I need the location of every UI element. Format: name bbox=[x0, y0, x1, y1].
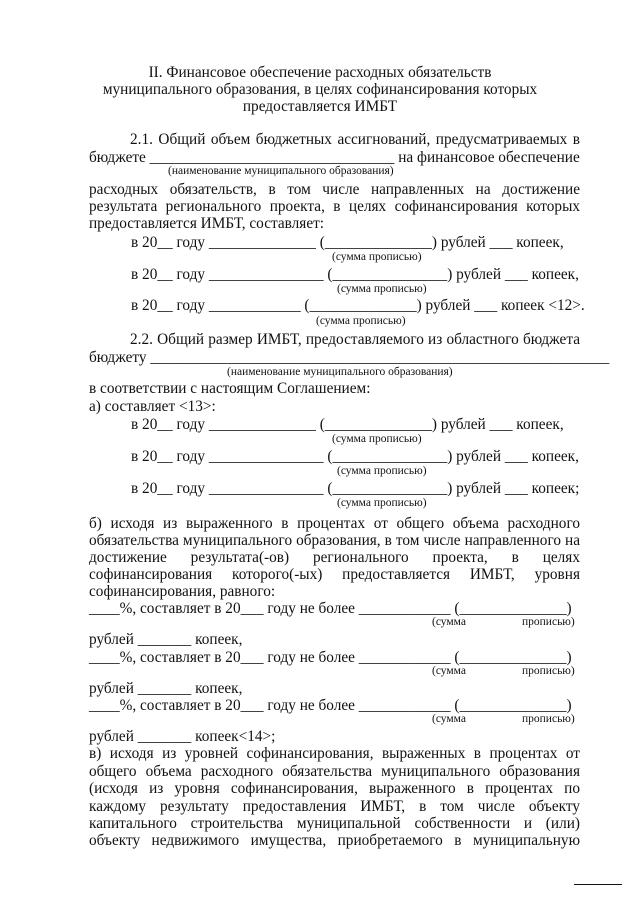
caption-sum-in-words: (сумма прописью) bbox=[332, 433, 422, 445]
paragraph-2-1-line-4: результата регионального проекта, в целях софинансирования которых bbox=[89, 198, 580, 215]
item-c-line-4: каждому результату предоставления ИМБТ, в том числе объекту bbox=[89, 798, 580, 815]
item-c-line-3: (исходя из уровня софинансирования, выраженного в процентах по bbox=[89, 780, 580, 797]
section-heading-line-2: муниципального образования, в целях софинансирования которых bbox=[102, 81, 538, 98]
item-b-line-3: достижение результата(-ов) регионального проекта, в целях bbox=[89, 549, 580, 566]
caption-municipality-name: (наименование муниципального образования) bbox=[168, 165, 394, 177]
paragraph-2-2-line-2: бюджету ____________________________________________________________ bbox=[89, 349, 610, 366]
item-c-line-5: капитального строительства муниципальной собственности и (или) bbox=[89, 815, 580, 832]
section-heading-line-3: предоставляется ИМБТ bbox=[242, 98, 398, 115]
item-b-line-4: софинансирования которого(-ых) предоставляется ИМБТ, уровня bbox=[89, 566, 580, 583]
caption-sum: (сумма bbox=[432, 713, 466, 725]
caption-in-words: прописью) bbox=[522, 665, 575, 677]
year-line-1: в 20__ году ______________ (______________) рублей ___ копеек, bbox=[131, 234, 564, 251]
caption-sum: (сумма bbox=[432, 616, 466, 628]
item-a-label: а) составляет <13>: bbox=[89, 398, 216, 415]
caption-sum-in-words: (сумма прописью) bbox=[337, 497, 427, 509]
paragraph-2-2-line-3: в соответствии с настоящим Соглашением: bbox=[89, 380, 371, 397]
paragraph-2-2-line-1: 2.2. Общий размер ИМБТ, предоставляемого из областного бюджета bbox=[130, 331, 580, 348]
percent-line-2-tail: рублей _______ копеек, bbox=[89, 680, 243, 697]
percent-line-3: ____%, составляет в 20___ году не более ____________ (______________) bbox=[89, 697, 572, 714]
item-c-line-6: объекту недвижимого имущества, приобретаемого в муниципальную bbox=[89, 832, 580, 849]
percent-line-2: ____%, составляет в 20___ году не более ____________ (______________) bbox=[89, 649, 572, 666]
paragraph-2-1-line-3: расходных обязательств, в том числе направленных на достижение bbox=[89, 181, 580, 198]
caption-sum-in-words: (сумма прописью) bbox=[337, 465, 427, 477]
paragraph-2-1-line-5: предоставляется ИМБТ, составляет: bbox=[89, 215, 325, 232]
caption-in-words: прописью) bbox=[522, 713, 575, 725]
footnote-separator bbox=[574, 884, 622, 885]
caption-sum-in-words: (сумма прописью) bbox=[332, 251, 422, 263]
item-c-line-1: в) исходя из уровней софинансирования, выраженных в процентах от bbox=[89, 745, 580, 762]
section-heading-line-1: II. Финансовое обеспечение расходных обязательств bbox=[148, 64, 492, 81]
paragraph-2-1-line-2: бюджете ________________________________ на финансовое обеспечение bbox=[89, 149, 580, 166]
caption-sum: (сумма bbox=[432, 665, 466, 677]
year-line-3: в 20__ году ____________ (______________) рублей ___ копеек <12>. bbox=[131, 297, 585, 314]
year-line-2: в 20__ году _______________ (_______________) рублей ___ копеек, bbox=[131, 266, 579, 283]
item-c-line-2: общего объема расходного обязательства муниципального образования bbox=[89, 763, 580, 780]
caption-sum-in-words: (сумма прописью) bbox=[316, 315, 406, 327]
percent-line-1: ____%, составляет в 20___ году не более ____________ (______________) bbox=[89, 600, 572, 617]
item-b-line-1: б) исходя из выраженного в процентах от общего объема расходного bbox=[89, 515, 580, 532]
year-line-2: в 20__ году _______________ (_______________) рублей ___ копеек, bbox=[131, 448, 579, 465]
caption-municipality-name: (наименование муниципального образования) bbox=[227, 366, 453, 378]
caption-sum-in-words: (сумма прописью) bbox=[337, 283, 427, 295]
percent-line-1-tail: рублей _______ копеек, bbox=[89, 631, 243, 648]
item-b-line-5: софинансирования, равного: bbox=[89, 583, 276, 600]
percent-line-3-tail: рублей _______ копеек<14>; bbox=[89, 728, 276, 745]
year-line-1: в 20__ году ______________ (______________) рублей ___ копеек, bbox=[131, 416, 564, 433]
year-line-3: в 20__ году _______________ (_______________) рублей ___ копеек; bbox=[131, 480, 580, 497]
paragraph-2-1-line-1: 2.1. Общий объем бюджетных ассигнований, предусматриваемых в bbox=[130, 131, 580, 148]
item-b-line-2: обязательства муниципального образования, в том числе направленного на bbox=[89, 532, 580, 549]
caption-in-words: прописью) bbox=[522, 616, 575, 628]
